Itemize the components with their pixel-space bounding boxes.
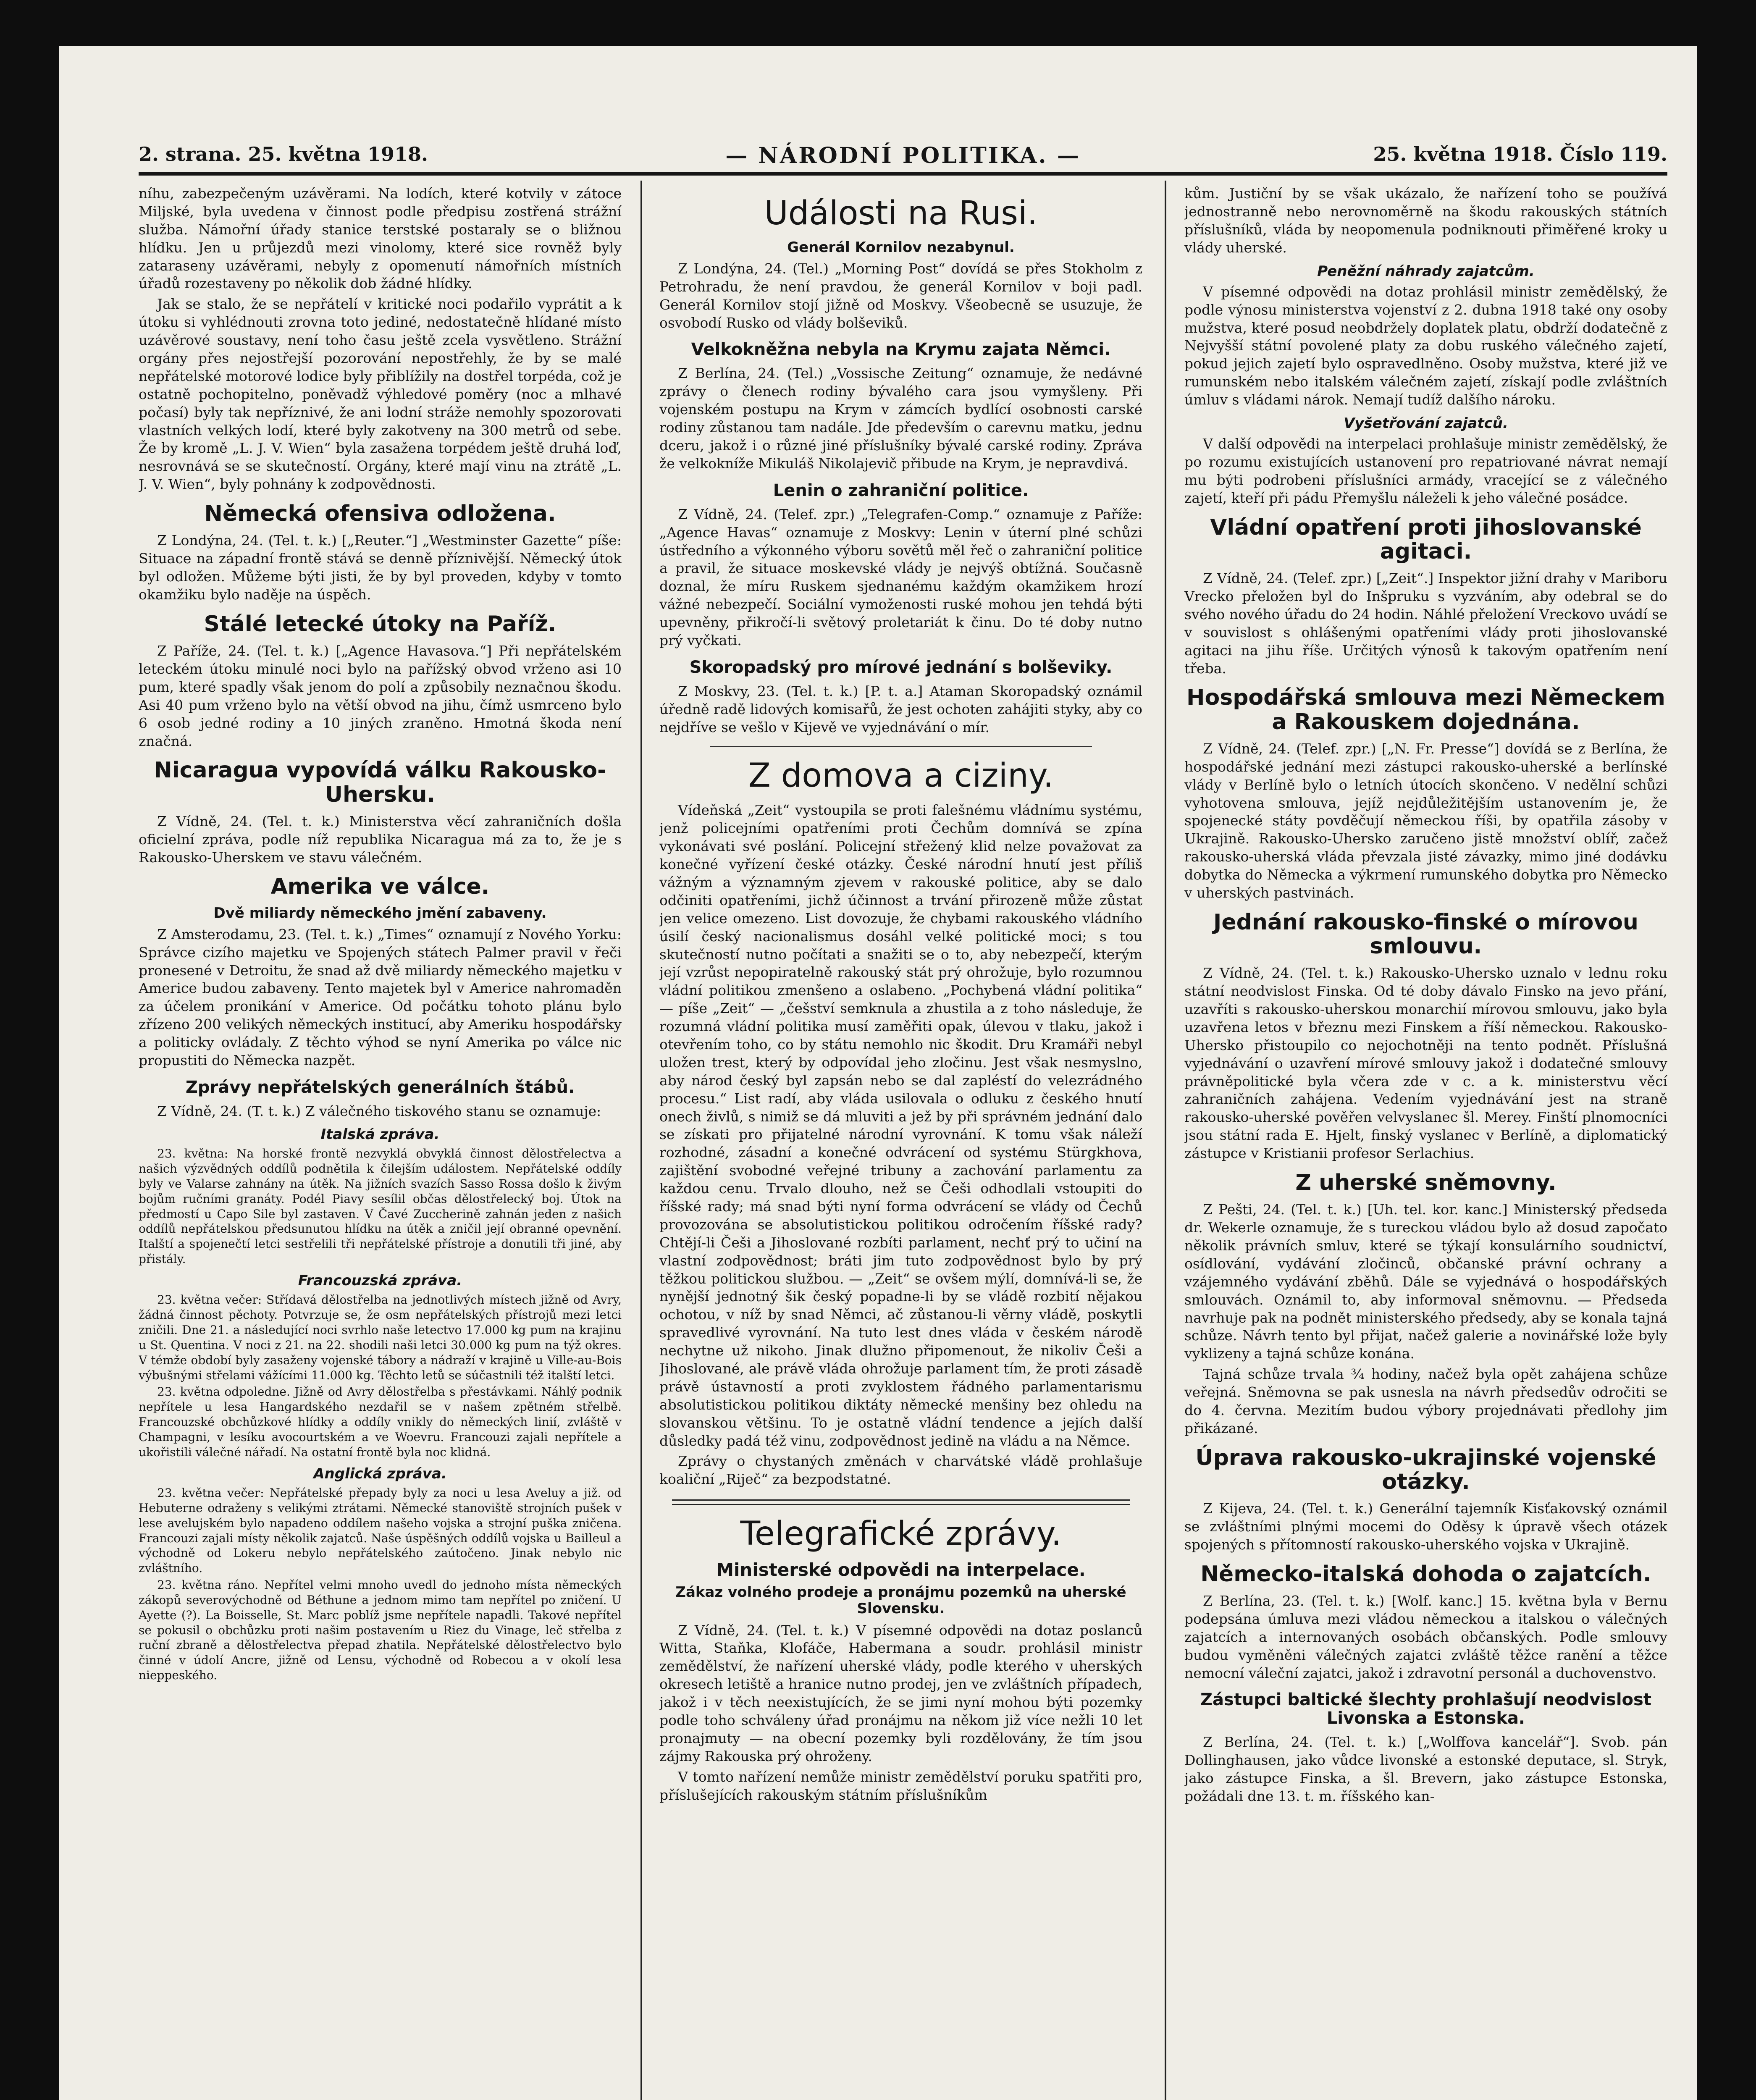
column-1 — [139, 185, 622, 2100]
headline: Stálé letecké útoky na Paříž. — [204, 611, 556, 637]
paragraph: V tomto nařízení nemůže ministr zemědělství poruku spatřiti pro, příslušejících rakouským státním příslušníkům — [659, 1768, 1142, 1803]
paragraph: Z Vídně, 24. (Tel. t. k.) Ministerstva věcí zahraničních došla oficielní zpráva, podle níž republika Nicaragua má za to, že je s Rakousko-Uherskem ve stavu válečném. — [139, 813, 622, 866]
section-heading: Vyšetřování zajatců. — [1344, 415, 1508, 432]
paragraph: Z Vídně, 24. (T. t. k.) Z válečného tiskového stanu se oznamuje: — [157, 1102, 601, 1119]
headline: Německo-italská dohoda o zajatcích. — [1200, 1561, 1651, 1587]
paragraph: Vídeňská „Zeit“ vystoupila se proti falešnému vládnímu systému, jenž policejními opatřeními proti Čechům domnívá se zpína vykonávati své poslání. Policejní střežený klid nelze považovat za konečné vyřízení české otázky. České národní hnutí jest příliš vážným a významným zjevem v rakouské politice, aby se dalo odčiniti opatřeními, jichž účinnost a trvání přirozeně může zůstat jen velice omezeno. List dovozuje, že chybami rakouského vládního úsilí český nacionalismus dosáhl velké politické moci; s tou skutečností nutno počítati a snažiti se o to, aby nebezpečí, kterým její vzrůst nepopiratelně rakouský stát prý ohrožuje, bylo rozumnou vládní politikou zmenšeno a oslabeno. „Pochybená vládní politika“ — píše „Zeit“ — „češství semknula a zhustila a z toho následuje, že rozumná vládní politika musí zaměřiti opak, úlevou v tlaku, jakož i otevřením toho, co by státu nemohlo nic škodit. Dru Kramáři nebyl uložen trest, který by odpovídal jeho zločinu. Jest však nesmyslno, aby národ český byl zapsán nebo se dal zapléstí do velezrádného procesu.“ List radí, aby vláda usilovala o odluku z českého hnutí onech živlů, s nimiž se dá mluviti a jež by při správném jednání dalo se získati pro přijatelné národní vyrovnání. K tomu však náleží rozhodné, zásadní a konečné odvrácení od systému Stürgkhova, zajištění svobodné veřejné tribuny a zachování parlamentu za každou cenu. Trvalo dlouho, než se Češi odhodlali vstoupiti do říšské rady; má snad býti nyní forma odvrácení se vlády od Čechů provozována se absolutistickou politikou odročením říšské rady? Chtějí-li Češi a Jihoslované rozbíti parlament, nechť prý to učiní na vlastní zodpovědnost; bráti jim tuto zodpovědnost bylo by prý těžkou politickou službou. — „Zeit“ se ovšem mýlí, domnívá-li se, že nynější jednotný šik český popadne-li by se vládě rozbití nějakou ochotou, v níž by snad Němci, ač zůstanou-li věrny vládě, poskytli spravedlivé vyrovnání. Na tuto lest dnes vláda v českém národě nechytne už nikoho. Jinak dlužno připomenout, že nikoliv Češi a Jihoslované, ale právě vláda ohrožuje parlament tím, že proti zásadě právě ústavností a proti zvyklostem řádného parlamentarismu absolutistickou politikou diktáty německé menšiny bez ohledu na slovanskou většinu. To je ostatně vládní tendence a jejích další důsledky padá též vinu, zodpovědnost jedině na vládu a na Němce. — [659, 802, 1142, 1449]
paragraph: Z Vídně, 24. (Telef. zpr.) [„Zeit“.] Inspektor jižní drahy v Mariboru Vrecko přeložen byl do Inšpruku s vyzváním, aby odebral se do svého nového úřadu do 24 hodin. Náhlé přeložení Vreckovo uvádí se v souvislost s ohlášenými opatřeními vlády proti jihoslovanské agitaci na jihu říše. Určitých výnosů k takovým opatřením není třeba. — [1184, 570, 1667, 677]
headline: Vládní opatření proti jihoslovanské agitaci. — [1210, 514, 1642, 564]
headline: Velkokněžna nebyla na Krymu zajata Němci. — [691, 340, 1111, 360]
headline: Hospodářská smlouva mezi Německem a Rakouskem dojednána. — [1186, 685, 1665, 735]
subheadline: Generál Kornilov nezabynul. — [787, 239, 1015, 256]
headline: Skoropadský pro mírové jednání s bolševiky. — [689, 657, 1113, 677]
paragraph: Tajná schůze trvala ¾ hodiny, načež byla opět zahájena schůze veřejná. Sněmovna se pak usnesla na návrh předsedův odročiti se do 4. června. Mezitím budou výbory projednávati předlohy jim přikázané. — [1184, 1366, 1667, 1436]
paragraph: Z Kijeva, 24. (Tel. t. k.) Generální tajemník Kisťakovský oznámil se zvláštními plnými mocemi do Oděsy k úpravě všech otázek spojených s přítomností rakousko-uherského vojska v Ukrajině. — [1184, 1500, 1667, 1553]
paragraph: Z Berlína, 23. (Tel. t. k.) [Wolf. kanc.] 15. května byla v Bernu podepsána úmluva mezi vládou německou a italskou o válečných zajatcích a internovaných osobách občanských. Podle smlouvy budou vyměněni válečných zajatci zvláště těžce ranění a těžce nemocní váleční zajatci, jakož i zdravotní personál a duchovenstvo. — [1184, 1593, 1667, 1681]
paragraph: V další odpovědi na interpelaci prohlašuje ministr zemědělský, že po rozumu existujících ustanovení pro repatriované návrat nemají mu býti podrobeni příslušníci armády, vracející se z válečného zajetí, kteří při pádu Přemyšlu náleželi k jeho válečné posádce. — [1184, 436, 1667, 506]
paragraph: Zprávy o chystaných změnách v charvátské vládě prohlašuje koaliční „Riječ“ za bezpodstatné. — [659, 1453, 1142, 1488]
headline: Amerika ve válce. — [270, 874, 490, 900]
column-divider — [1165, 181, 1166, 2100]
headline: Zprávy nepřátelských generálních štábů. — [185, 1077, 575, 1097]
headline: Nicaragua vypovídá válku Rakousko-Uhersku. — [154, 758, 606, 807]
war-reports — [139, 1126, 622, 1683]
paragraph: Jak se stalo, že se nepřátelí v kritické noci podařilo vyprátit a k útoku si vyhlédnouti zrovna toto jediné, nedostatečně hlídané místo uzávěrové soustavy, není toho času ještě zcela vysvětleno. Strážní orgány přes nejostřejší pozorování nepostřehly, že by se malé nepřátelské motorové lodice byly přiblížily na dostřel torpéda, což je ostatně pochopitelno, poněvadž výhledové poměry (noc a mlhavé počasí) byly tak nepříznivé, že ani lodní stráže nemohly spozorovati vlastních velkých lodí, které byly zakotveny na 300 metrů od sebe. Že by kromě „L. J. V. Wien“ byla zasažena torpédem ještě druhá loď, nesrovnává se se skutečností. Orgány, které mají vinu na ztrátě „L. J. V. Wien“, byly pohnány k zodpovědnosti. — [139, 296, 622, 493]
section-rule — [672, 1499, 1130, 1505]
column-2 — [659, 185, 1142, 2100]
column-divider — [640, 181, 642, 2100]
section-title: Telegrafické zprávy. — [740, 1515, 1062, 1553]
masthead-title: — NÁRODNÍ POLITIKA. — — [725, 143, 1081, 168]
section-rule — [710, 746, 1092, 747]
subheadline: Ministerské odpovědi na interpelace. — [716, 1559, 1086, 1580]
subheadline: Dvě miliardy německého jmění zabaveny. — [213, 904, 547, 921]
paragraph: 23. května večer: Střídavá dělostřelba na jednotlivých místech jižně od Avry, žádná činnost pěchoty. Potvrzuje se, že osm nepřátelských přístrojů mezi letci zničili. Dne 21. a následující noci svrhlo naše letectvo 17.000 kg pum na krajinu u St. Quentina. V noci z 21. na 22. shodili naši letci 30.000 kg pum na týž okres. V témže období byly zasaženy vojenské tábory a nádraží v krajině u Ville-au-Bois výbušnými střelami vážícími 11.000 kg. Těchto letů se súčastnili též italští letci. — [139, 1293, 622, 1382]
paragraph: Z Pešti, 24. (Tel. t. k.) [Uh. tel. kor. kanc.] Ministerský předseda dr. Wekerle oznamuje, že s tureckou vládou bylo až dosud započato několik právních smluv, které se týkají konsulárního soudnictví, osídlování, vydávání zločinců, občanské právní ochrany a vzájemného vydávání zběhů. Dále se vyjednává o hospodářských smlouvách. Oznámil to, aby informoval sněmovnu. — Předseda navrhuje pak na podnět ministerského předsedy, aby se konala tajná schůze. Návrh tento byl přijat, načež galerie a novinářské lože byly vyklizeny a tajná schůze konána. — [1184, 1201, 1667, 1362]
paragraph: Z Vídně, 24. (Tel. t. k.) V písemné odpovědi na dotaz poslanců Witta, Staňka, Klofáče, Habermana a soudr. prohlásil ministr zemědělství, že nařízení uherské vlády, podle kterého v uherských okresech letiště a hranice nutno prodej, jen ve zvláštních případech, jakož i v těch neexistujících, že se jimi nyní mohou býti pozemky podle toho schváleny úřad pronájmu na někom již více nežli 10 let pronajmuty — na obecní pozemky byli rozdělovány, že tím jsou zájmy Rakouska prý ohroženy. — [659, 1622, 1142, 1764]
paragraph: Z Amsterodamu, 23. (Tel. t. k.) „Times“ oznamují z Nového Yorku: Správce cizího majetku ve Spojených státech Palmer pravil v řeči pronesené v Detroitu, že snad až dvě miliardy německého majetku v Americe budou zabaveny. Tento majetek byl v Americe nahromaděn za účelem pronikání v Americe. Od počátku tohoto plánu bylo zřízeno 200 velikých německých institucí, aby Ameriku hospodářsky a politicky ovládaly. Z těchto výhod se nyní Amerika po válce nic propustiti do Německa nazpět. — [139, 926, 622, 1068]
paragraph: 23. května: Na horské frontě nezvyklá obvyklá činnost dělostřelectva a našich výzvědných oddílů podnětila k čilejším událostem. Nepřátelské oddíly byly ve Valarse zahnány na útěk. Na jižních svazích Sasso Rossa došlo k živým bojům ručními granáty. Podél Piavy sesílil občas dělostřelecký boj. Útok na předmostí u Capo Sile byl zastaven. V Čavé Zuccherině zahnán jeden z našich oddílů nepřátelskou předsunutou hlídku na útěk a zničil její obranné opevnění. Italští a spojenečtí letci sestřelili tři nepřátelské přístroje a donutili tři jiné, aby přistály. — [139, 1147, 622, 1266]
masthead-issue: 25. května 1918. Číslo 119. — [1373, 143, 1667, 165]
paragraph: 23. května odpoledne. Jižně od Avry dělostřelba s přestávkami. Náhlý podnik nepřítele u lesa Hangardského nezdařil se v našem zpětném střelbě. Francouzské obchůzkové hlídky a oddíly vnikly do německých linií, zvláště v Champagni, v lesíku avocourtském a ve Woevru. Francouzi zajali nepřítele a ukořistili válečné nářadí. Na ostatní frontě byla noc klidná. — [139, 1385, 622, 1459]
headline: Zástupci baltické šlechty prohlašují neodvislost Livonska a Estonska. — [1200, 1690, 1651, 1728]
masthead-rule — [139, 172, 1667, 176]
masthead-page-date: 2. strana. 25. května 1918. — [139, 143, 428, 165]
section-title: Z domova a ciziny. — [748, 756, 1054, 795]
headline: Německá ofensiva odložena. — [204, 501, 556, 527]
paragraph: Z Moskvy, 23. (Tel. t. k.) [P. t. a.] Ataman Skoropadský oznámil úředně radě lidových komisařů, že jest ochoten zahájiti styky, aby co nejdříve se vešlo v Kijevě ve vyjednávání o mír. — [659, 682, 1142, 735]
headline: Úprava rakousko-ukrajinské vojenské otázky. — [1195, 1445, 1656, 1494]
section-title: Události na Rusi. — [764, 194, 1038, 232]
paragraph: Z Paříže, 24. (Tel. t. k.) [„Agence Havasova.“] Při nepřátelském leteckém útoku minulé noci bylo na pařížský obvod vrženo asi 10 pum, které spadly však jenom do polí a způsobily neznačnou škodu. Asi 40 pum vrženo bylo na větší obvod na jihu, čímž usmrceno bylo 6 osob jedné rodiny a 10 jiných zraněno. Hmotná škoda není značná. — [139, 643, 622, 749]
headline: Lenin o zahraniční politice. — [773, 480, 1029, 500]
paragraph: Z Londýna, 24. (Tel.) „Morning Post“ dovídá se přes Stokholm z Petrohradu, že není pravdou, že generál Kornilov v boji padl. Generál Kornilov stojí jižně od Moskvy. Všeobecně se usuzuje, že osvobodí Rusko od vlády bolševiků. — [659, 260, 1142, 331]
paragraph: 23. května večer: Nepřátelské přepady byly za noci u lesa Aveluy a již. od Hebuterne odraženy s velikými ztrátami. Německé stanoviště strojních pušek v lese avelujském bylo napadeno oddílem našeho vojska a strojní puška zničena. Francouzi zajali místy několik zajatců. Naše úspěšných oddílů vojska u Bailleul a východně od Lokeru nebylo nepřátelského zaútočeno. Jinak nebylo nic zvláštního. — [139, 1486, 622, 1575]
paragraph: Z Berlína, 24. (Tel. t. k.) [„Wolffova kancelář“]. Svob. pán Dollinghausen, jako vůdce livonské a estonské deputace, sl. Stryk, jako zástupce Finska, a šl. Brevern, jako zástupce Estonska, požádali dne 13. t. m. říšského kan- — [1184, 1734, 1667, 1805]
paragraph: Z Vídně, 24. (Telef. zpr.) „Telegrafen-Comp.“ oznamuje z Paříže: „Agence Havas“ oznamuje z Moskvy: Lenin v úterní plné schůzi ústředního a výkonného výboru sovětů měl řeč o zahraniční politice a pravil, že situace moskevské vlády je nejvýš obtížná. Současně doznal, že míru Ruskem sjednanému každým okamžikem hrozí vážné nebezpečí. Sociální vymoženosti ruské mohou jen tehdá býti upevněny, přikročí-li světový proletariát k činu. Do té doby nutno prý vyčkati. — [659, 506, 1142, 649]
paragraph: níhu, zabezpečeným uzávěrami. Na lodích, které kotvily v zátoce Miljské, byla uvedena v činnost podle předpisu zostřená strážní služba. Námořní úřady stanice terstské postaraly se o bližnou hlídku. Jen u průjezdů mezi vinolomy, které sice rovněž byly zataraseny uzávěrami, nebyly z opomenutí námořních místních úřadů rozestaveny po několik dob žádné hlídky. — [139, 185, 622, 292]
subheadline: Zákaz volného prodeje a pronájmu pozemků na uherské Slovensku. — [675, 1584, 1126, 1617]
paragraph: kům. Justiční by se však ukázalo, že nařízení toho se používá jednostranně nebo nerovnoměrně na škodu rakouských státních příslušníků, vláda by neopomenula podniknouti přiměřené kroky u vlády uherské. — [1184, 185, 1667, 256]
section-heading: Peněžní náhrady zajatcům. — [1317, 262, 1535, 280]
paragraph: 23. května ráno. Nepřítel velmi mnoho uvedl do jednoho místa německých zákopů severovýchodně od Béthune a jednom mimo tam nepřítel po zničení. U Ayette (?). La Boisselle, St. Marc poblíž jsme nepřítele napadli. Takové nepřítel se pokusil o obchůzku proti našim postavením u Riez du Vinage, leč střelba z ruční zbraně a dělostřelectva přepad zhatila. Nepřátelské dělostřelectvo bylo činné v údolí Ancre, jižně od Lensu, východně od Robecou a v okolí lesa nieppeského. — [139, 1578, 622, 1682]
headline: Jednání rakousko-finské o mírovou smlouvu. — [1213, 909, 1638, 959]
paragraph: Z Berlína, 24. (Tel.) „Vossische Zeitung“ oznamuje, že nedávné zprávy o členech rodiny bývalého cara jsou vymyšleny. Při vojenském postupu na Krym v zámcích bydlící osobnosti carské rodiny zůstanou tam nadále. Jde především o carevnu matku, jednu dceru, jakož i o různé jiné příslušníky bývalé carské rodiny. Zpráva že velkokníže Mikuláš Nikolajevič přibude na Krym, je nepravdivá. — [659, 365, 1142, 472]
section-heading: Italská zpráva. — [320, 1126, 440, 1143]
newspaper-page — [59, 46, 1697, 2100]
section-heading: Anglická zpráva. — [313, 1465, 447, 1482]
paragraph: V písemné odpovědi na dotaz prohlásil ministr zemědělský, že podle výnosu ministerstva vojenství z 2. dubna 1918 také ony osoby mužstva, které posud neobdržely doplatek platu, obdrží dodatečně z Nejvyšší státní povolené platy za dobu ruského válečného zajetí, pokud jejich zajetí bylo ospravedlněno. Osoby mužstva, které již ve rumunském nebo italském válečném zajetí, získají podle zvláštních úmluv s vládami nárok. Nemají tudíž dalšího nároku. — [1184, 283, 1667, 408]
paragraph: Z Vídně, 24. (Tel. t. k.) Rakousko-Uhersko uznalo v lednu roku státní neodvislost Finska. Od té doby dávalo Finsko na jevo přání, uzavříti s rakousko-uherskou monarchií mírovou smlouvu, jako byla uzavřena letos v březnu mezi Finskem a říší německou. Rakousko-Uhersko přistoupilo co nejochotněji na tento podnět. Příslušná vyjednávání o uzavření mírové smlouvy jakož i dodatečné smlouvy právněpolitické byla včera zde v c. a k. ministerstvu věcí zahraničních zahájena. Vedením vyjednávání jest na straně rakousko-uherské pověřen velvyslanec šl. Merey. Finští plnomocníci jsou státní rada E. Hjelt, finský vyslanec v Berlíně, a diplomatický zástupce v Kristianii profesor Serlachius. — [1184, 965, 1667, 1162]
headline: Z uherské sněmovny. — [1295, 1170, 1557, 1196]
column-3 — [1184, 185, 1667, 2100]
paragraph: Z Londýna, 24. (Tel. t. k.) [„Reuter.“] „Westminster Gazette“ píše: Situace na západní frontě stává se denně příznivější. Německý útok byl odložen. Můžeme býti jisti, že by byl proveden, kdyby v tomto okamžiku bylo naděje na úspěch. — [139, 532, 622, 603]
paragraph: Z Vídně, 24. (Telef. zpr.) [„N. Fr. Presse“] dovídá se z Berlína, že hospodářské jednání mezi zástupci rakousko-uherské a berlínské vlády v Berlíně bylo o letních útocích skončeno. V nedělní schůzi vyhotovena smlouva, jejíž nejdůležitějším ustanovením je, že spojenecké státy povděčují německou říši, by opatřila zásoby v Ukrajině. Rakousko-Uhersko zaručeno jistě množství oblíř, začež rakousko-uherská vláda převzala jisté závazky, mimo jiné dodávku dobytka do Německa a výkrmení rumunského dobytka pro Německo v uherských pastvinách. — [1184, 740, 1667, 901]
section-heading: Francouzská zpráva. — [298, 1272, 462, 1289]
